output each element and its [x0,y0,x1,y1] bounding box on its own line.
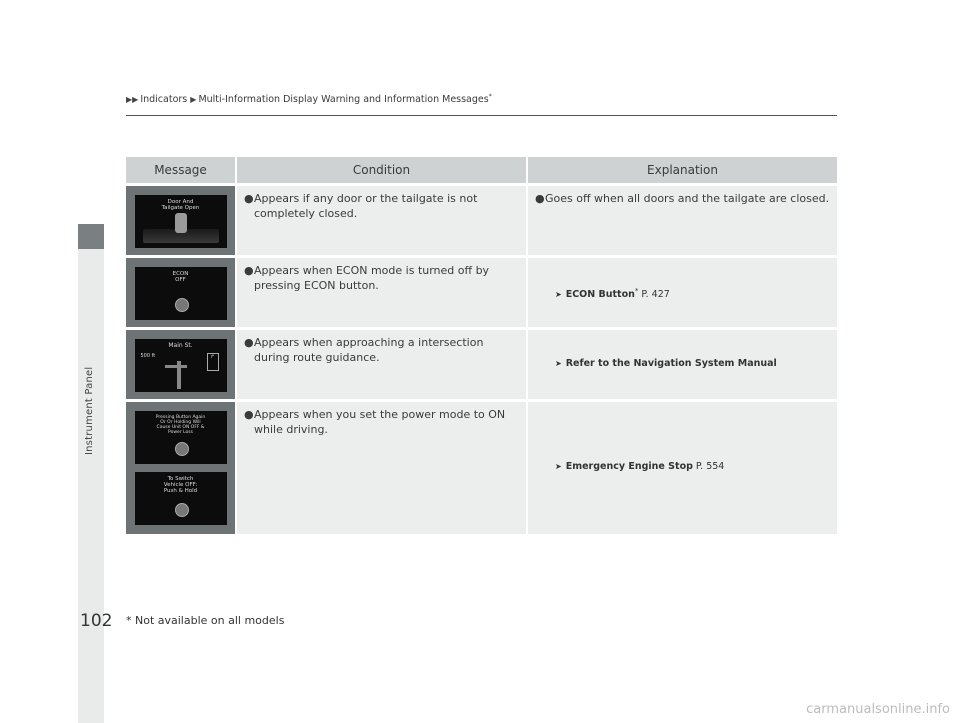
message-image-cell [126,399,237,534]
condition-cell [237,183,528,255]
table-row [126,183,837,255]
screen-text: ECON OFF [172,271,189,283]
explanation-cell [528,183,837,255]
breadcrumb-item-messages[interactable]: Multi-Information Display Warning and Information Messages [198,94,489,106]
condition-cell [237,327,528,399]
message-image-cell [126,183,237,255]
bullet-icon: ● [244,192,254,205]
column-header-explanation: Explanation [528,157,837,183]
cross-reference[interactable] [529,259,836,300]
screen-text: Door And Tailgate Open [161,199,200,211]
turn-sign-icon: ↱ [207,353,219,371]
display-door-open-image [135,195,227,248]
condition-cell [237,399,528,534]
not-all-models-mark: * [488,93,492,100]
condition-text: Appears when approaching a intersection during route guidance. [254,336,484,364]
econ-button-icon [175,298,189,312]
screen-text: Pressing Button Again Or Or Holding Will Cause Unit ON OFF & Power Loss [155,415,206,435]
column-header-condition: Condition [237,157,528,183]
watermark: carmanualsonline.info [806,702,950,717]
power-button-icon [175,503,189,517]
explanation-cell [528,327,837,399]
reference-title: Emergency Engine Stop [565,461,693,472]
table-row [126,327,837,399]
table-row [126,255,837,327]
bullet-icon: ● [535,192,545,205]
reference-title: ECON Button [565,289,635,301]
section-label: Instrument Panel [84,366,95,455]
breadcrumb [126,93,492,105]
cross-reference[interactable] [529,403,836,472]
bullet-icon: ● [244,264,254,277]
reference-arrow-icon: ➤ [555,290,562,300]
not-all-models-mark: * [634,287,639,295]
explanation-cell [528,399,837,534]
condition-cell [237,255,528,327]
table-row [126,399,837,534]
distance-text: 500 ft [140,353,156,359]
table-header-row [126,157,837,183]
footnote: * Not available on all models [126,614,285,627]
bullet-icon: ● [244,336,254,349]
screen-text: Main St. [168,342,193,349]
cross-reference[interactable] [529,331,836,369]
explanation-cell [528,255,837,327]
message-image-cell [126,327,237,399]
reference-arrow-icon: ➤ [555,359,562,368]
display-navigation-image [135,339,227,392]
header-rule [126,115,837,116]
message-image-cell [126,255,237,327]
column-header-message: Message [126,157,237,183]
reference-title: Refer to the Navigation System Manual [565,358,777,369]
car-icon [175,213,187,233]
condition-text: Appears when ECON mode is turned off by pressing ECON button. [254,264,490,292]
breadcrumb-item-indicators[interactable]: Indicators [140,94,188,106]
condition-text: Appears if any door or the tailgate is not completely closed. [254,192,478,220]
display-power-mode-image [135,411,227,464]
section-sidebar [78,249,104,723]
section-tab [78,224,104,249]
reference-arrow-icon: ➤ [555,462,562,471]
condition-text: Appears when you set the power mode to ON while driving. [254,408,506,436]
double-triangle-right-icon: ▶▶ [126,95,139,105]
explanation-text: Goes off when all doors and the tailgate are closed. [545,192,830,205]
page-number: 102 [80,611,113,631]
display-switch-off-image [135,472,227,525]
message-table [126,157,837,534]
display-econ-off-image [135,267,227,320]
power-button-icon [175,442,189,456]
bullet-icon: ● [244,408,254,421]
reference-page: P. 427 [638,289,670,301]
reference-page: P. 554 [692,461,725,472]
screen-text: To Switch Vehicle OFF: Push & Hold [163,476,198,494]
triangle-right-icon: ▶ [190,95,197,105]
